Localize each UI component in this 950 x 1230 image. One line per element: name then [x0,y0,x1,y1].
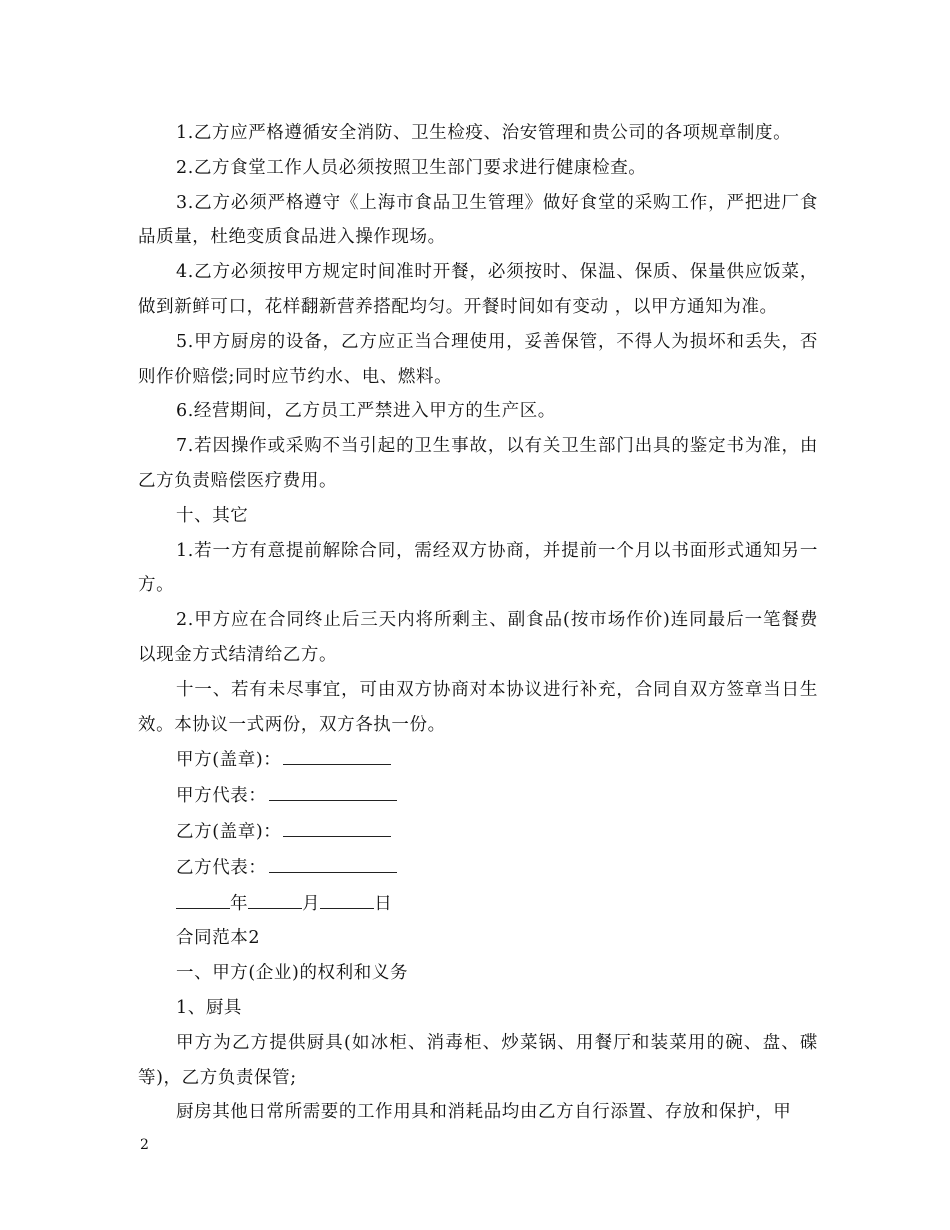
kitchenware-clause: 甲方为乙方提供厨具(如冰柜、消毒柜、炒菜锅、用餐厅和装菜用的碗、盘、碟等)，乙方负责保管; [138,1032,818,1088]
signature-party-b-rep [138,850,818,886]
clause-5: 5.甲方厨房的设备，乙方应正当合理使用，妥善保管，不得人为损坏和丢失，否则作价赔偿;同时应节约水、电、燃料。 [138,331,818,387]
clause-1: 1.乙方应严格遵循安全消防、卫生检疫、治安管理和贵公司的各项规章制度。 [176,123,792,143]
party-b-seal-blank [283,814,391,837]
clause-3: 3.乙方必须严格遵守《上海市食品卫生管理》做好食堂的采购工作，严把进厂食品质量，杜绝变质食品进入操作现场。 [138,192,818,248]
clause-2: 2.乙方食堂工作人员必须按照卫生部门要求进行健康检查。 [176,157,647,178]
contract-template-2-title: 合同范本2 [176,928,261,949]
signature-party-a-rep [138,778,818,814]
party-b-rep-blank [269,850,397,873]
clause-7: 7.若因操作或采购不当引起的卫生事故，以有关卫生部门出具的鉴定书为准，由乙方负责赔偿医疗费用。 [138,436,818,491]
year-label: 年 [230,893,249,914]
party-a-rep-label: 甲方代表： [176,786,267,807]
page-number: 2 [140,1137,149,1153]
party-a-seal-label: 甲方(盖章)： [176,750,282,771]
signature-party-a-seal [138,742,818,778]
day-label: 日 [374,893,393,914]
section-heading-other: 十、其它 [176,505,249,526]
kitchenware-heading: 1、厨具 [176,997,243,1018]
section-eleven: 十一、若有未尽事宜，可由双方协商对本协议进行补充，合同自双方签章当日生效。本协议一式两份，双方各执一份。 [138,679,818,735]
party-a-seal-blank [283,742,391,765]
signature-date [138,886,818,922]
party-a-rep-blank [269,778,397,801]
party-b-seal-label: 乙方(盖章)： [176,821,282,842]
party-b-rep-label: 乙方代表： [176,857,267,878]
document-body [138,116,818,1130]
other-clause-1: 1.若一方有意提前解除合同，需经双方协商，并提前一个月以书面形式通知另一方。 [138,540,818,596]
clause-4: 4.乙方必须按甲方规定时间准时开餐，必须按时、保温、保质、保量供应饭菜，做到新鲜可口，花样翻新营养搭配均匀。开餐时间如有变动 ，以甲方通知为准。 [138,262,818,317]
clause-6: 6.经营期间，乙方员工严禁进入甲方的生产区。 [176,401,556,422]
kitchen-supplies-clause: 厨房其他日常所需要的工作用具和消耗品均由乙方自行添置、存放和保护，甲 [176,1102,792,1123]
signature-party-b-seal [138,814,818,850]
section-one-heading: 一、甲方(企业)的权利和义务 [176,963,409,984]
month-blank [248,886,302,909]
year-blank [176,886,230,909]
month-label: 月 [302,893,321,914]
other-clause-2: 2.甲方应在合同终止后三天内将所剩主、副食品(按市场作价)连同最后一笔餐费以现金方式结清给乙方。 [138,610,818,665]
day-blank [320,886,374,909]
